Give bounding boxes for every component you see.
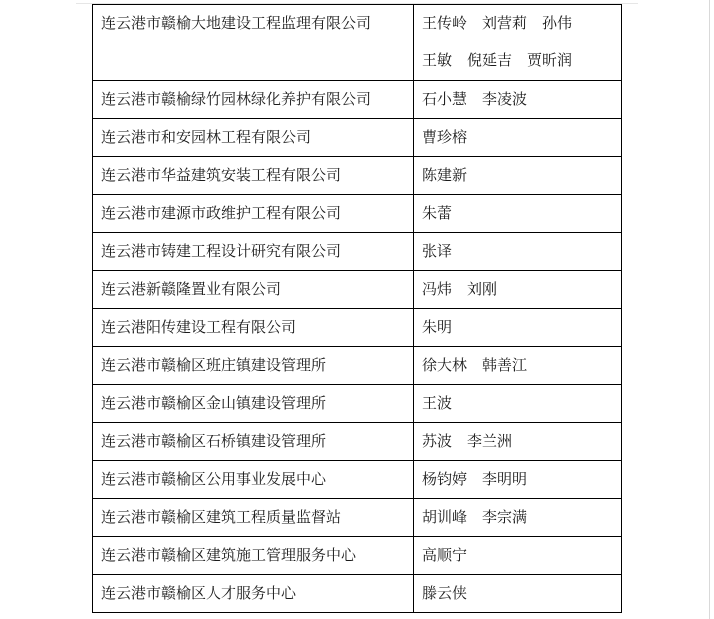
table-row	[93, 575, 622, 613]
name-line	[422, 81, 613, 118]
staff-names-cell	[414, 499, 622, 537]
name-line	[422, 271, 613, 308]
name-line	[422, 537, 613, 574]
staff-name: 胡训峰	[422, 508, 468, 526]
staff-name: 李宗满	[482, 508, 528, 526]
org-name-cell: 连云港市赣榆区金山镇建设管理所	[93, 385, 414, 423]
name-line	[422, 5, 613, 42]
org-name-cell: 连云港市赣榆区公用事业发展中心	[93, 461, 414, 499]
table-row	[93, 81, 622, 119]
staff-name: 王传岭	[422, 14, 468, 32]
table-row	[93, 309, 622, 347]
staff-name: 滕云侠	[422, 584, 468, 602]
staff-names-cell	[414, 271, 622, 309]
staff-names-cell	[414, 347, 622, 385]
name-line	[422, 157, 613, 194]
staff-name: 刘刚	[467, 280, 498, 298]
name-line	[422, 423, 613, 460]
table-row	[93, 499, 622, 537]
staff-name: 王敏	[422, 51, 453, 69]
org-name-cell: 连云港市赣榆区建筑施工管理服务中心	[93, 537, 414, 575]
staff-name: 朱明	[422, 318, 453, 336]
staff-name: 曹珍榕	[422, 128, 468, 146]
staff-names-cell	[414, 537, 622, 575]
name-line	[422, 385, 613, 422]
staff-name: 李凌波	[482, 90, 528, 108]
table-row	[93, 461, 622, 499]
staff-name: 杨钧婷	[422, 470, 468, 488]
name-line	[422, 347, 613, 384]
org-name-cell: 连云港新赣隆置业有限公司	[93, 271, 414, 309]
org-name-cell: 连云港市赣榆区建筑工程质量监督站	[93, 499, 414, 537]
staff-name: 李明明	[482, 470, 528, 488]
name-line	[422, 233, 613, 270]
staff-names-cell	[414, 575, 622, 613]
staff-name: 王波	[422, 394, 453, 412]
staff-names-cell	[414, 385, 622, 423]
org-name-cell: 连云港市和安园林工程有限公司	[93, 119, 414, 157]
staff-name: 刘营莉	[482, 14, 528, 32]
staff-name: 韩善江	[482, 356, 528, 374]
staff-name: 孙伟	[542, 14, 573, 32]
staff-names-cell	[414, 195, 622, 233]
org-name-cell: 连云港市赣榆区人才服务中心	[93, 575, 414, 613]
staff-name: 徐大林	[422, 356, 468, 374]
table-row	[93, 423, 622, 461]
staff-name: 陈建新	[422, 166, 468, 184]
org-name-cell: 连云港市铸建工程设计研究有限公司	[93, 233, 414, 271]
staff-names-cell	[414, 309, 622, 347]
table-row	[93, 233, 622, 271]
table-row	[93, 195, 622, 233]
staff-names-cell	[414, 423, 622, 461]
table-row	[93, 157, 622, 195]
personnel-table	[92, 4, 622, 613]
name-line	[422, 42, 613, 79]
name-line	[422, 119, 613, 156]
staff-names-cell	[414, 461, 622, 499]
staff-name: 冯炜	[422, 280, 453, 298]
name-line	[422, 575, 613, 612]
staff-name: 苏波	[422, 432, 453, 450]
name-line	[422, 195, 613, 232]
org-name-cell: 连云港市华益建筑安装工程有限公司	[93, 157, 414, 195]
org-name-cell: 连云港市赣榆绿竹园林绿化养护有限公司	[93, 81, 414, 119]
staff-names-cell	[414, 81, 622, 119]
org-name-cell: 连云港阳传建设工程有限公司	[93, 309, 414, 347]
staff-names-cell	[414, 119, 622, 157]
table-body	[93, 5, 622, 613]
name-line	[422, 499, 613, 536]
table-row	[93, 5, 622, 81]
org-name-cell: 连云港市赣榆区石桥镇建设管理所	[93, 423, 414, 461]
staff-name: 朱蕾	[422, 204, 453, 222]
staff-name: 倪延吉	[467, 51, 513, 69]
page-right-edge	[709, 0, 710, 619]
staff-name: 石小慧	[422, 90, 468, 108]
table-row	[93, 347, 622, 385]
staff-names-cell	[414, 233, 622, 271]
org-name-cell: 连云港市赣榆大地建设工程监理有限公司	[93, 5, 414, 81]
org-name-cell: 连云港市赣榆区班庄镇建设管理所	[93, 347, 414, 385]
table-row	[93, 271, 622, 309]
table-row	[93, 385, 622, 423]
org-name-cell: 连云港市建源市政维护工程有限公司	[93, 195, 414, 233]
name-line	[422, 309, 613, 346]
staff-names-cell	[414, 5, 622, 81]
staff-name: 张译	[422, 242, 453, 260]
staff-names-cell	[414, 157, 622, 195]
table-row	[93, 119, 622, 157]
staff-name: 贾昕润	[527, 51, 573, 69]
staff-name: 高顺宁	[422, 546, 468, 564]
name-line	[422, 461, 613, 498]
table-row	[93, 537, 622, 575]
staff-name: 李兰洲	[467, 432, 513, 450]
